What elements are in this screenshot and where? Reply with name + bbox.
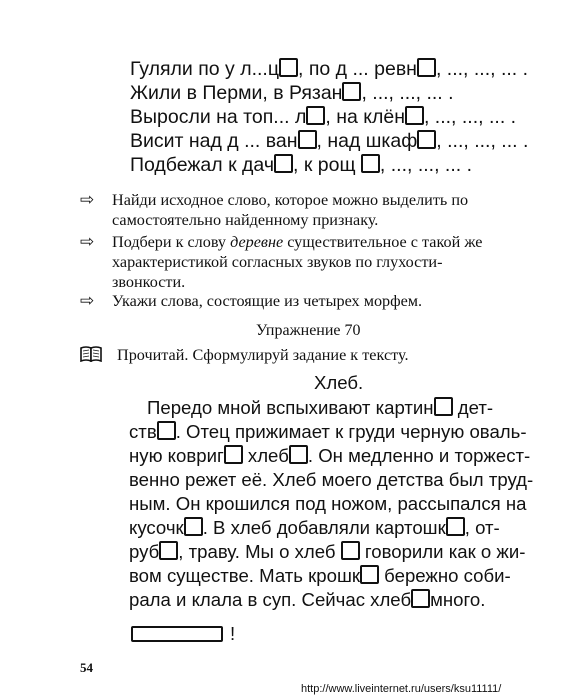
answer-box[interactable] bbox=[342, 82, 361, 101]
answer-box[interactable] bbox=[341, 541, 360, 560]
italic-word: деревне bbox=[230, 233, 284, 251]
text-segment: , ..., ..., ... . bbox=[379, 154, 473, 176]
word-line-5 bbox=[130, 154, 472, 176]
text-segment: ным. Он крошился под ножом, рассыпался на bbox=[129, 493, 527, 514]
word-line-3 bbox=[130, 106, 516, 128]
story-line-6 bbox=[129, 517, 500, 538]
answer-box[interactable] bbox=[289, 445, 308, 464]
answer-box[interactable] bbox=[306, 106, 325, 125]
watermark-url: http://www.liveinternet.ru/users/ksu11111/ bbox=[301, 683, 502, 695]
text-segment: бережно соби- bbox=[379, 565, 511, 586]
text-segment: существительное с такой же bbox=[283, 233, 483, 251]
task-line: самостоятельно найденному признаку. bbox=[112, 211, 379, 229]
story-line-7 bbox=[129, 541, 525, 562]
story-line-1 bbox=[147, 397, 493, 418]
text-segment: , по д ... ревн bbox=[298, 58, 417, 80]
book-icon bbox=[80, 346, 102, 362]
text-segment: вом существе. Мать крошк bbox=[129, 565, 361, 586]
answer-box[interactable] bbox=[446, 517, 465, 536]
text-segment: , ..., ..., ... . bbox=[361, 82, 454, 104]
text-segment: Передо мной вспыхивают картин bbox=[147, 397, 434, 418]
text-segment: ную ковриг bbox=[129, 445, 224, 466]
text-segment: Подбери к слову bbox=[112, 233, 231, 251]
text-segment: руб bbox=[129, 541, 160, 562]
answer-box[interactable] bbox=[417, 130, 436, 149]
story-line-8 bbox=[129, 565, 511, 586]
answer-box[interactable] bbox=[360, 565, 379, 584]
answer-box[interactable] bbox=[274, 154, 293, 173]
answer-box[interactable] bbox=[224, 445, 243, 464]
exercise-instruction: Прочитай. Сформулируй задание к тексту. bbox=[117, 346, 409, 364]
arrow-right-icon: ⇨ bbox=[80, 291, 95, 310]
task-text bbox=[112, 232, 482, 292]
task-text bbox=[112, 291, 422, 311]
task-line: Укажи слова, состоящие из четырех морфем. bbox=[112, 292, 423, 310]
word-line-1 bbox=[130, 58, 528, 80]
text-segment: , над шкаф bbox=[316, 130, 418, 152]
word-line-2 bbox=[130, 82, 454, 104]
text-segment: Подбежал к дач bbox=[130, 154, 274, 176]
story-line-4 bbox=[129, 469, 533, 490]
text-title: Хлеб. bbox=[314, 372, 364, 393]
answer-suffix: ! bbox=[230, 623, 236, 644]
text-segment: Гуляли по у л...ц bbox=[130, 58, 279, 80]
text-segment: венно режет её. Хлеб моего детства был труд- bbox=[129, 469, 534, 490]
exercise-heading: Упражнение 70 bbox=[256, 322, 361, 339]
story-line-5 bbox=[129, 493, 527, 514]
text-segment: , ..., ..., ... . bbox=[436, 130, 529, 152]
text-segment: , траву. Мы о хлеб bbox=[178, 541, 341, 562]
text-segment: . Отец прижимает к груди черную оваль- bbox=[175, 421, 527, 442]
story-line-9 bbox=[129, 589, 485, 610]
text-segment: , ..., ..., ... . bbox=[423, 106, 517, 128]
text-segment: . В хлеб добавляли картошк bbox=[202, 517, 446, 538]
text-segment: Жили в Перми, в Рязан bbox=[130, 82, 343, 104]
text-segment: кусочк bbox=[129, 517, 184, 538]
story-line-3 bbox=[129, 445, 530, 466]
text-segment: , на клён bbox=[325, 106, 405, 128]
answer-box[interactable] bbox=[434, 397, 453, 416]
answer-box[interactable] bbox=[279, 58, 298, 77]
text-segment: рала и клала в суп. Сейчас хлеб bbox=[129, 589, 412, 610]
text-segment: Выросли на топ... л bbox=[130, 106, 307, 128]
answer-box[interactable] bbox=[159, 541, 178, 560]
arrow-right-icon: ⇨ bbox=[80, 232, 95, 251]
task-line: Найди исходное слово, которое можно выделить по bbox=[112, 191, 469, 209]
text-segment: Висит над д ... ван bbox=[130, 130, 298, 152]
answer-box[interactable] bbox=[184, 517, 203, 536]
answer-box[interactable] bbox=[361, 154, 380, 173]
story-line-2 bbox=[129, 421, 527, 442]
arrow-right-icon: ⇨ bbox=[80, 190, 95, 209]
text-segment: , ..., ..., ... . bbox=[435, 58, 529, 80]
text-segment: много. bbox=[430, 589, 486, 610]
text-segment: , от- bbox=[464, 517, 500, 538]
text-segment: , к рощ bbox=[292, 154, 361, 176]
task-text bbox=[112, 190, 468, 230]
task-line: характеристикой согласных звуков по глухости- bbox=[112, 253, 443, 271]
answer-box[interactable] bbox=[298, 130, 317, 149]
text-segment: . Он медленно и торжест- bbox=[307, 445, 531, 466]
answer-box[interactable] bbox=[411, 589, 430, 608]
answer-box[interactable] bbox=[417, 58, 436, 77]
answer-field[interactable] bbox=[131, 626, 223, 642]
word-line-4 bbox=[130, 130, 528, 152]
answer-box[interactable] bbox=[405, 106, 424, 125]
task-line bbox=[112, 232, 482, 252]
text-segment: дет- bbox=[452, 397, 494, 418]
text-segment: говорили как о жи- bbox=[359, 541, 526, 562]
task-line: звонкости. bbox=[112, 273, 186, 291]
text-segment: хлеб bbox=[242, 445, 289, 466]
page-number: 54 bbox=[80, 660, 93, 675]
text-segment: ств bbox=[129, 421, 157, 442]
answer-box[interactable] bbox=[157, 421, 176, 440]
